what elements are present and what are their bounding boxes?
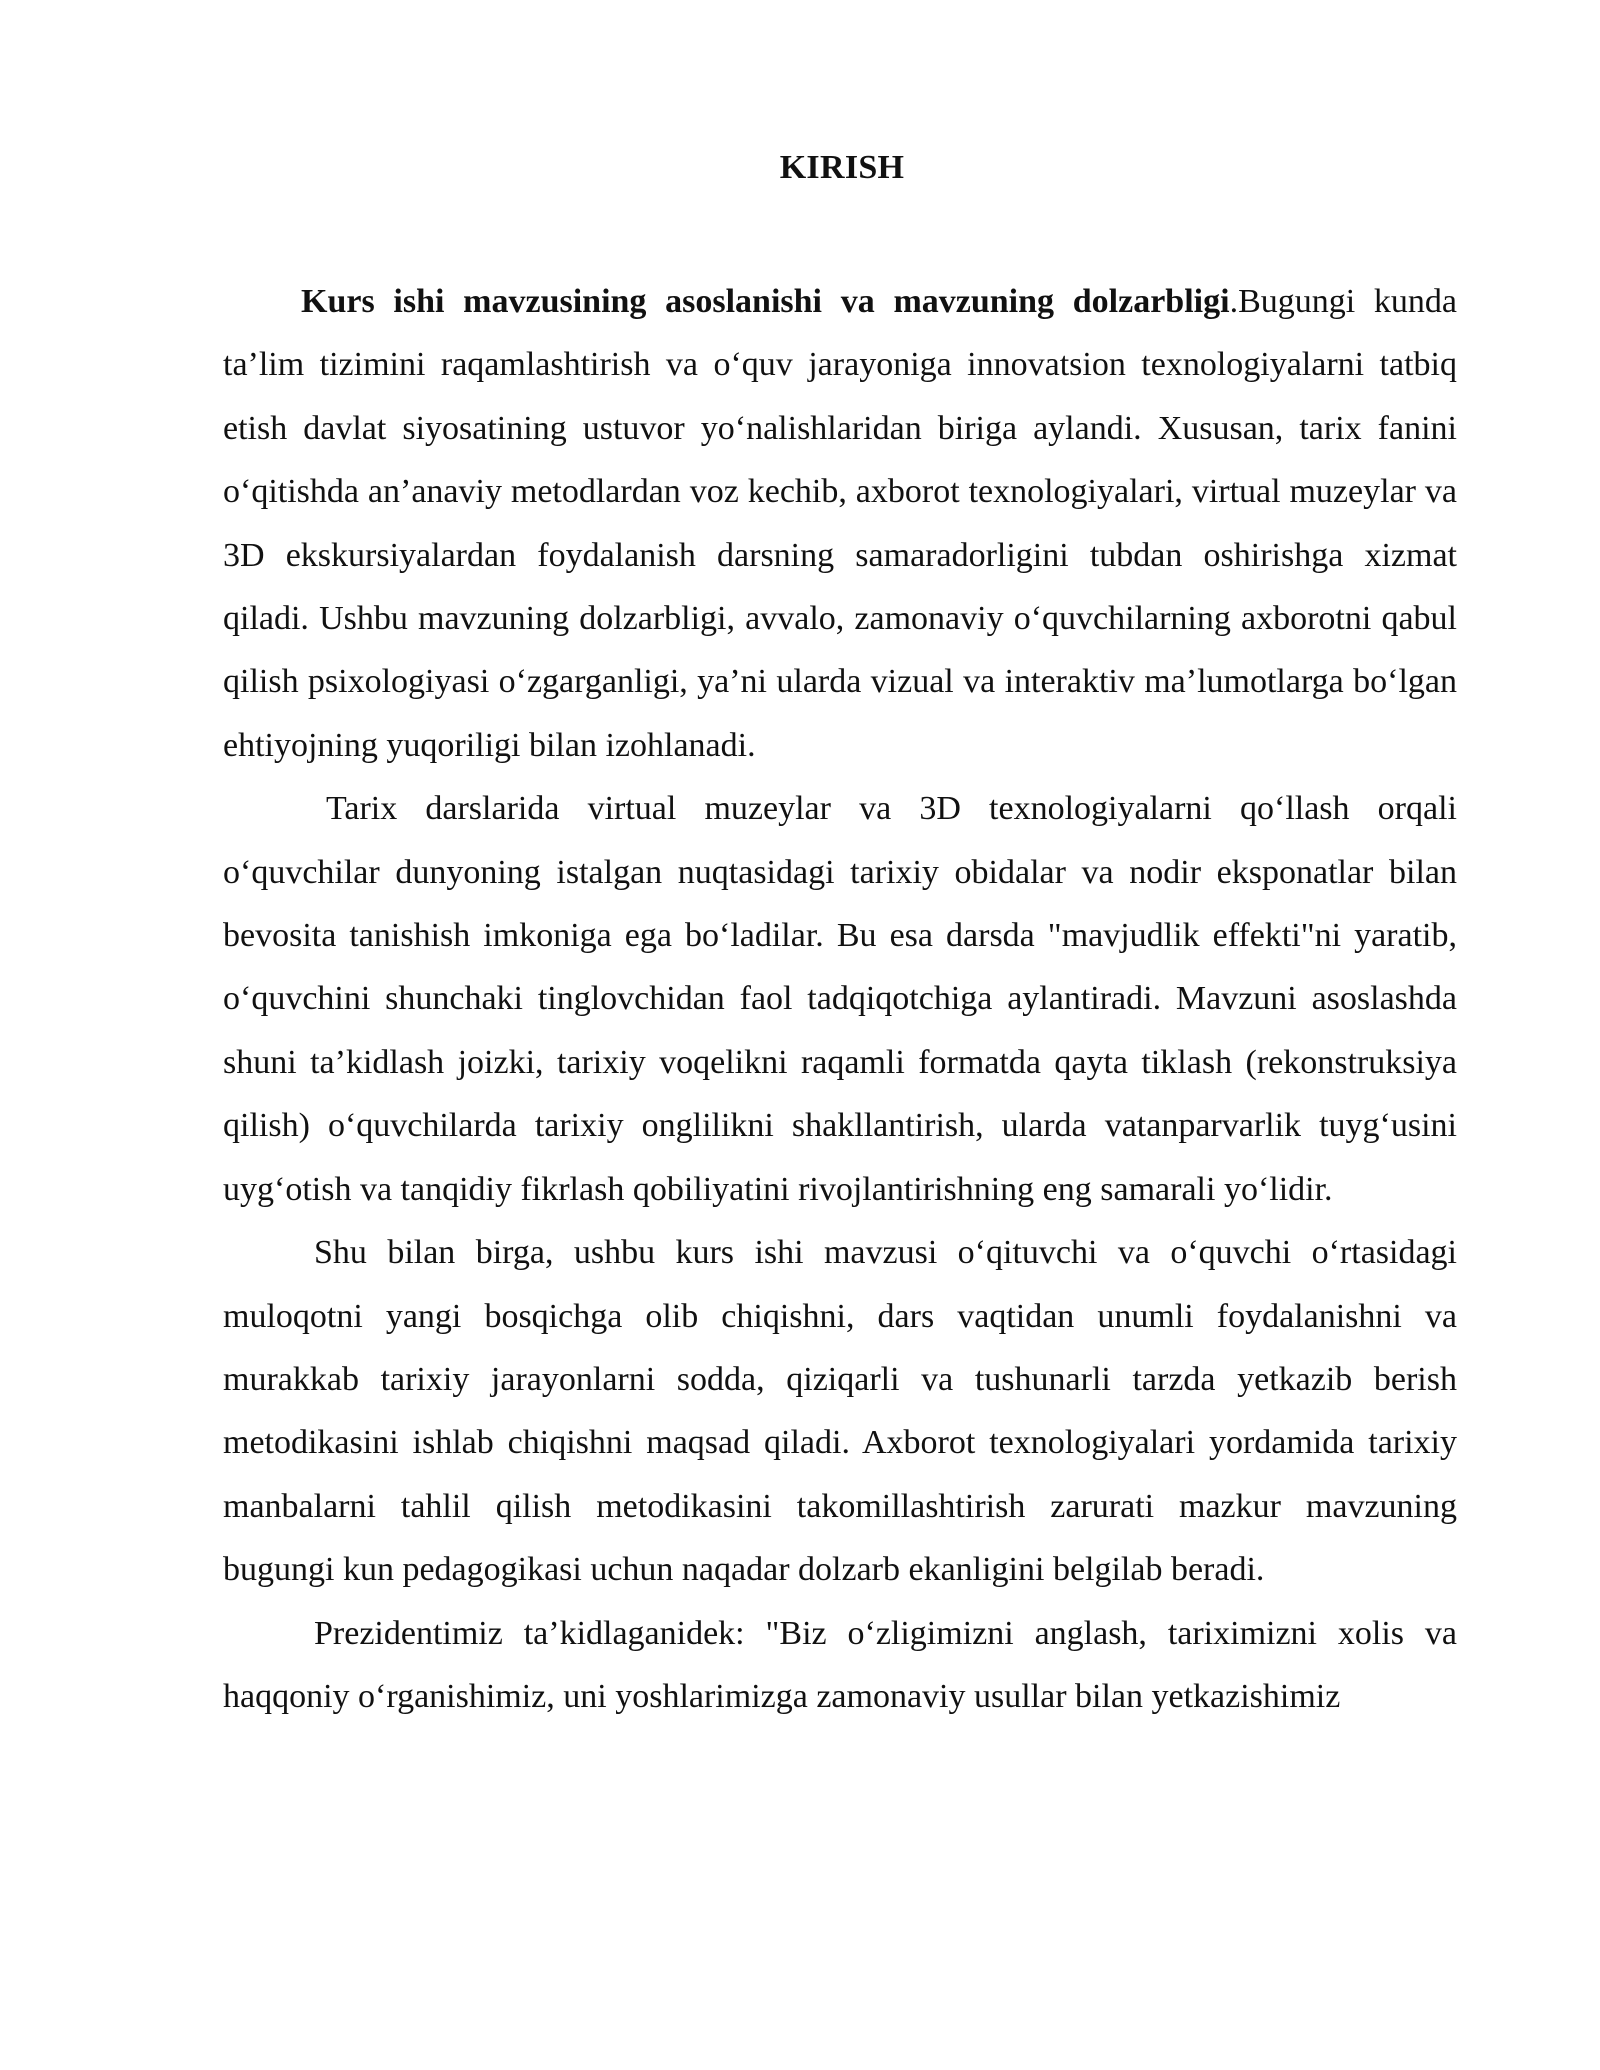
paragraph-4: Prezidentimiz ta’kidlaganidek: "Biz o‘zligimizni anglash, tariximizni xolis va haqqoniy o‘rganishimiz, uni yoshlarimizga zamonaviy usullar bilan yetkazishimiz (223, 1614, 1457, 1715)
paragraph-2: Tarix darslarida virtual muzeylar va 3D texnologiyalarni qo‘llash orqali o‘quvchilar dunyoning istalgan nuqtasidagi tarixiy obidalar va nodir eksponatlar bilan bevosita tanishish imkoniga ega bo‘ladilar. Bu esa darsda "mavjudlik effekti"ni yaratib, o‘quvchini shunchaki tinglovchidan faol tadqiqotchiga aylantiradi. Mavzuni asoslashda shuni ta’kidlash joizki, tarixiy voqelikni raqamli formatda qayta tiklash (rekonstruksiya qilish) o‘quvchilarda tarixiy onglilikni shakllantirish, ularda vatanparvarlik tuyg‘usini uyg‘otish va tanqidiy fikrlash qobiliyatini rivojlantirishning eng samarali yo‘lidir. (223, 790, 1457, 1208)
page-title: KIRISH (779, 149, 905, 186)
document-body (223, 270, 1457, 1728)
paragraph-1 (223, 270, 1457, 777)
paragraph-1-text: .Bugungi kunda ta’lim tizimini raqamlashtirish va o‘quv jarayoniga innovatsion texnologiyalarni tatbiq etish davlat siyosatining ustuvor yo‘nalishlaridan biriga aylandi. Xususan, tarix fanini o‘qitishda an’anaviy metodlardan voz kechib, axborot texnologiyalari, virtual muzeylar va 3D ekskursiyalardan foydalanish darsning samaradorligini tubdan oshirishga xizmat qiladi. Ushbu mavzuning dolzarbligi, avvalo, zamonaviy o‘quvchilarning axborotni qabul qilish psixologiyasi o‘zgarganligi, ya’ni ularda vizual va interaktiv ma’lumotlarga bo‘lgan ehtiyojning yuqoriligi bilan izohlanadi. (223, 283, 1458, 764)
paragraph-1-lead: Kurs ishi mavzusining asoslanishi va mavzuning dolzarbligi (301, 283, 1230, 320)
paragraph-3: Shu bilan birga, ushbu kurs ishi mavzusi o‘qituvchi va o‘quvchi o‘rtasidagi muloqotni yangi bosqichga olib chiqishni, dars vaqtidan unumli foydalanishni va murakkab tarixiy jarayonlarni sodda, qiziqarli va tushunarli tarzda yetkazib berish metodikasini ishlab chiqishni maqsad qiladi. Axborot texnologiyalari yordamida tarixiy manbalarni tahlil qilish metodikasini takomillashtirish zarurati mazkur mavzuning bugungi kun pedagogikasi uchun naqadar dolzarb ekanligini belgilab beradi. (223, 1234, 1457, 1589)
